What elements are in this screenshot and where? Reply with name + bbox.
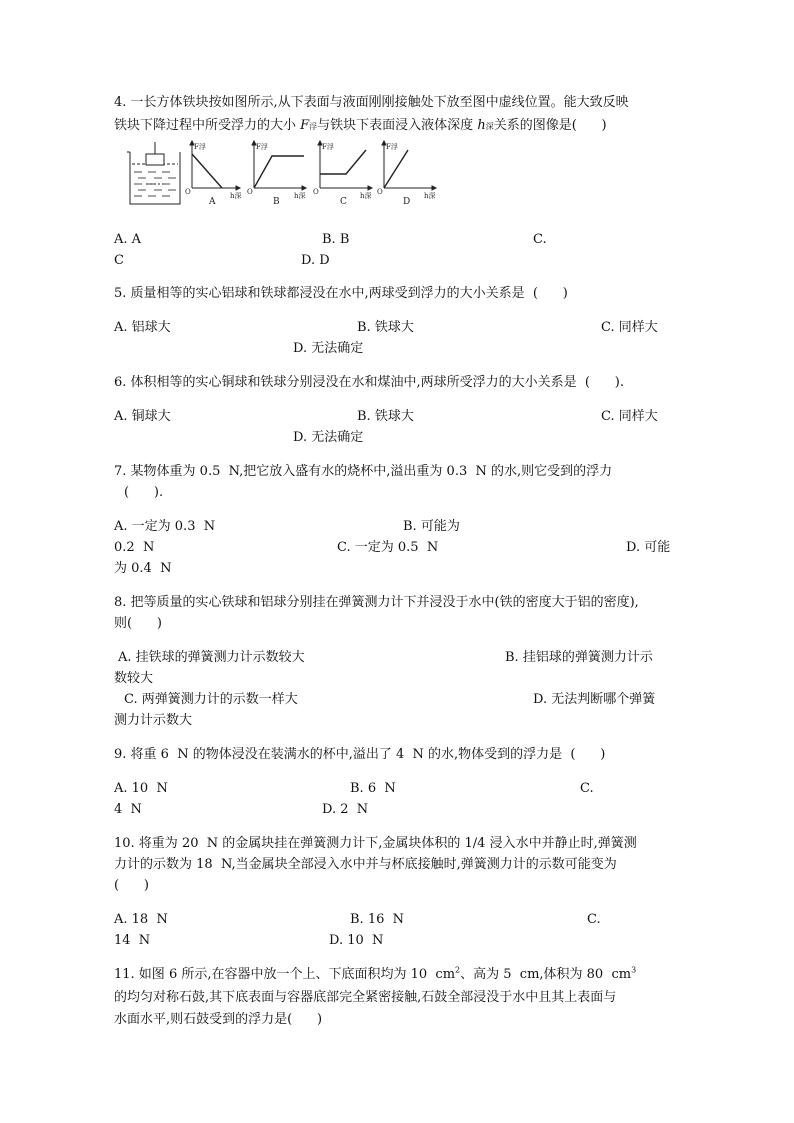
graph-axis-text [185, 142, 436, 200]
q8-option-b: B. 挂铝球的弹簧测力计示 [505, 650, 653, 665]
q8-option-b-cont: 数较大 [114, 671, 154, 686]
q11-sup-2: 2 [455, 965, 461, 975]
q7-option-b: B. 可能为 [403, 519, 460, 534]
graph-c-y-label: F浮 [322, 143, 334, 151]
graph-d-letter: D [403, 197, 411, 207]
q4-stem-text-b: 与铁块下表面浸入液体深度 [317, 118, 478, 133]
q9-stem: 9. 将重 6 N 的物体浸没在装满水的杯中,溢出了 4 N 的水,物体受到的浮力是 ( ) [114, 747, 606, 762]
q11-stem-line1 [114, 967, 636, 983]
q10-option-c-value: 14 N [114, 933, 151, 948]
q5-option-b: B. 铁球大 [357, 320, 414, 335]
graph-a-letter: A [209, 197, 216, 207]
q4-option-c-label: C. [533, 232, 547, 247]
q9-option-d: D. 2 N [322, 802, 369, 817]
q6-option-d: D. 无法确定 [293, 430, 364, 445]
q4-stem-line2 [114, 118, 607, 135]
beaker-diagram [127, 142, 180, 204]
q7-stem-line1: 7. 某物体重为 0.5 N,把它放入盛有水的烧杯中,溢出重为 0.3 N 的水,则它受到的浮力 [114, 464, 613, 479]
q6-option-b: B. 铁球大 [357, 409, 414, 424]
q10-option-c-label: C. [587, 912, 601, 927]
q8-option-d: D. 无法判断哪个弹簧 [533, 692, 656, 707]
q4-figure-svg [126, 140, 446, 210]
q6-option-a: A. 铜球大 [114, 409, 171, 424]
q7-option-d-value: 为 0.4 N [114, 561, 172, 576]
q11-sup-3: 3 [631, 965, 637, 975]
h-subscript: 深 [485, 122, 494, 131]
q9-option-c-label: C. [580, 781, 594, 796]
q8-option-d-cont: 测力计示数大 [114, 713, 193, 728]
q7-option-d: D. 可能 [626, 540, 671, 555]
graph-a-x-label: h深 [230, 192, 242, 200]
q8-stem-line2: 则( ) [114, 616, 162, 631]
q4-stem-line1: 4. 一长方体铁块按如图所示,从下表面与液面刚刚接触处下放至图中虚线位置。能大致反映 [114, 95, 629, 110]
graph-d-origin: O [377, 188, 383, 196]
q4-stem-text-a: 铁块下降过程中所受浮力的大小 [114, 118, 301, 133]
q4-stem-text-c: 关系的图像是( ) [493, 118, 607, 133]
q11-stem-text-a: 11. 如图 6 所示,在容器中放一个上、下底面积均为 10 cm [114, 967, 456, 982]
q4-option-c-value: C [114, 253, 124, 268]
q6-option-c: C. 同样大 [601, 409, 658, 424]
q10-option-a: A. 18 N [114, 912, 168, 927]
q4-option-d: D. D [301, 253, 330, 268]
q4-option-b: B. B [322, 232, 350, 247]
q8-option-c: C. 两弹簧测力计的示数一样大 [124, 692, 298, 707]
graph-d-x-label: h深 [424, 192, 436, 200]
q11-stem-line2: 的均匀对称石鼓,其下底表面与容器底部完全紧密接触,石鼓全部浸没于水中且其上表面与 [114, 990, 617, 1005]
q7-option-b-value: 0.2 N [114, 540, 155, 555]
q10-stem-line1: 10. 将重为 20 N 的金属块挂在弹簧测力计下,金属块体积的 1/4 浸入水中并静止时,弹簧测 [114, 836, 637, 851]
graph-d-y-label: F浮 [386, 143, 398, 151]
q5-option-d: D. 无法确定 [293, 341, 364, 356]
graph-b-x-label: h深 [294, 192, 306, 200]
q10-stem-line2: 力计的示数为 18 N,当金属块全部浸入水中并与杯底接触时,弹簧测力计的示数可能变为 [114, 857, 617, 872]
f-subscript: 浮 [309, 122, 318, 131]
q9-option-b: B. 6 N [350, 781, 396, 796]
q8-option-a: A. 挂铁球的弹簧测力计示数较大 [118, 650, 305, 665]
q9-option-c-value: 4 N [114, 802, 142, 817]
q4-figure [126, 140, 446, 210]
q4-option-a: A. A [114, 232, 142, 247]
q6-stem: 6. 体积相等的实心铜球和铁球分别浸没在水和煤油中,两球所受浮力的大小关系是 ( ). [114, 375, 625, 390]
graph-c-x-label: h深 [360, 192, 372, 200]
graph-c-letter: C [340, 197, 347, 207]
q11-stem-line3: 水面水平,则石鼓受到的浮力是( ) [114, 1012, 323, 1027]
graph-b-y-label: F浮 [256, 143, 268, 151]
q7-stem-line2: ( ). [124, 485, 164, 500]
graph-b-letter: B [273, 197, 280, 207]
q7-option-c: C. 一定为 0.5 N [337, 540, 439, 555]
graph-a-y-label: F浮 [194, 143, 206, 151]
q9-option-a: A. 10 N [114, 781, 168, 796]
graph-c-origin: O [313, 188, 319, 196]
q5-option-c: C. 同样大 [601, 320, 658, 335]
iron-block [146, 154, 164, 165]
f-symbol: F [300, 118, 310, 133]
graph-a-origin: O [185, 188, 191, 196]
q10-option-d: D. 10 N [329, 933, 384, 948]
q5-option-a: A. 铝球大 [114, 320, 171, 335]
q5-stem: 5. 质量相等的实心铝球和铁球都浸没在水中,两球受到浮力的大小关系是 ( ) [114, 286, 568, 301]
q8-stem-line1: 8. 把等质量的实心铁球和铝球分别挂在弹簧测力计下并浸没于水中(铁的密度大于铝的密度), [114, 595, 639, 610]
q10-stem-line3: ( ) [114, 878, 149, 893]
h-symbol: h [477, 118, 486, 133]
q11-stem-text-b: 、高为 5 cm,体积为 80 cm [460, 967, 632, 982]
q7-option-a: A. 一定为 0.3 N [114, 519, 216, 534]
q10-option-b: B. 16 N [350, 912, 404, 927]
graph-b-origin: O [247, 188, 253, 196]
